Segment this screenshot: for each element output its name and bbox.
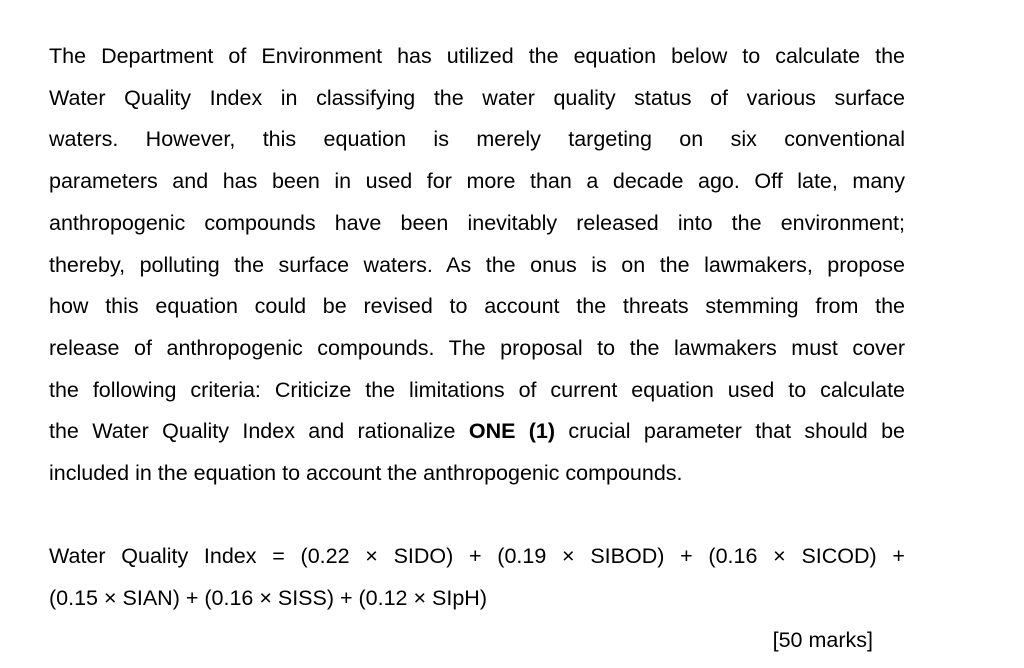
question-line-11: included in the equation to account the anthropogenic compounds.	[49, 461, 683, 486]
document-body	[49, 36, 905, 662]
question-line-5: anthropogenic compounds have been inevitably released into the environment;	[49, 210, 905, 235]
equation-line-1: Water Quality Index = (0.22 × SIDO) + (0.19 × SIBOD) + (0.16 × SICOD) +	[49, 544, 905, 569]
question-paragraph	[49, 36, 905, 495]
question-line-6: thereby, polluting the surface waters. As the onus is on the lawmakers, propose	[49, 252, 905, 277]
question-line-3: waters. However, this equation is merely targeting on six conventional	[49, 127, 905, 152]
line-10-text-after: crucial parameter that should be	[555, 419, 906, 444]
question-line-4: parameters and has been in used for more than a decade ago. Off late, many	[49, 169, 905, 194]
marks-label: [50 marks]	[772, 627, 873, 652]
equation-line-2: (0.15 × SIAN) + (0.16 × SISS) + (0.12 × SIpH)	[49, 586, 487, 611]
question-line-8: release of anthropogenic compounds. The proposal to the lawmakers must cover	[49, 335, 905, 360]
line-10-text-before: the Water Quality Index and rationalize	[49, 419, 469, 444]
paragraph-spacer	[49, 495, 905, 537]
question-line-1: The Department of Environment has utilized the equation below to calculate the	[49, 44, 905, 68]
question-line-9: the following criteria: Criticize the limitations of current equation used to calculate	[49, 377, 905, 402]
emphasis-one: ONE (1)	[468, 419, 556, 444]
question-line-10	[49, 411, 905, 453]
question-line-7: how this equation could be revised to account the threats stemming from the	[49, 294, 905, 319]
equation-block	[49, 536, 905, 661]
question-line-2: Water Quality Index in classifying the water quality status of various surface	[49, 85, 905, 110]
